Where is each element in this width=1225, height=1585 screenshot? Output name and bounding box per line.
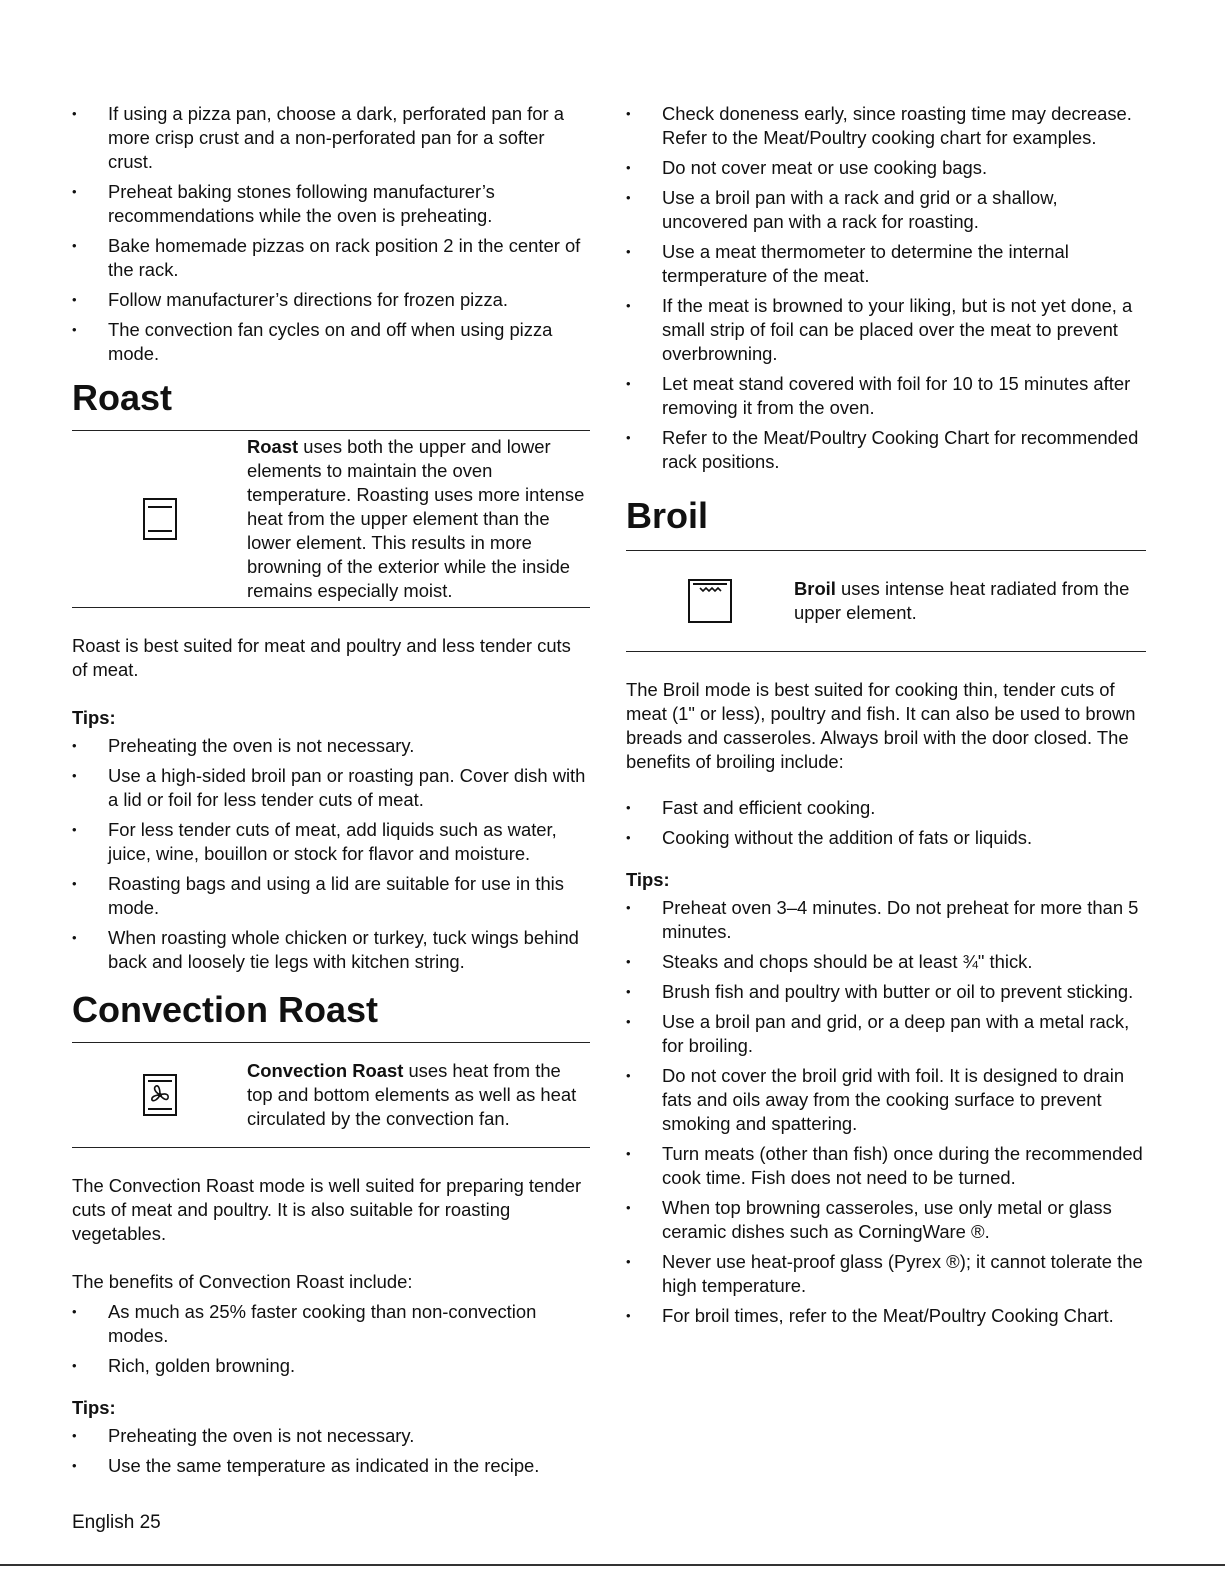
list-item: • Use the same temperature as indicated in the recipe. [72,1454,590,1478]
list-item: • Use a high-sided broil pan or roasting pan. Cover dish with a lid or foil for less tender cuts of meat. [72,764,590,812]
broil-tips-list [626,896,1146,1328]
convection-roast-mode-box [72,1042,590,1148]
list-item: • Check doneness early, since roasting time may decrease. Refer to the Meat/Poultry cooking chart for examples. [626,102,1146,150]
broil-mode-text: uses intense heat radiated from the upper element. [794,578,1130,623]
roast-mode-name: Roast [247,436,299,457]
broil-icon-cell [626,579,794,623]
list-item: • If using a pizza pan, choose a dark, perforated pan for a more crisp crust and a non-perforated pan for a softer crust. [72,102,590,174]
roast-mode-icon [143,498,177,540]
broil-benefits-list [626,796,1146,850]
list-item: • Use a broil pan with a rack and grid or a shallow, uncovered pan with a rack for roasting. [626,186,1146,234]
broil-paragraph: The Broil mode is best suited for cooking thin, tender cuts of meat (1" or less), poultry and fish. It can also be used to brown breads and casseroles. Always broil with the door closed. The benefits of broiling include: [626,679,1136,772]
list-item: • When top browning casseroles, use only metal or glass ceramic dishes such as CorningWare ®. [626,1196,1146,1244]
broil-mode-box [626,550,1146,652]
convection-roast-mode-name: Convection Roast [247,1060,404,1081]
list-item: • Roasting bags and using a lid are suitable for use in this mode. [72,872,590,920]
list-item: • Cooking without the addition of fats or liquids. [626,826,1146,850]
roast-icon-cell [72,498,247,540]
list-item: • Never use heat-proof glass (Pyrex ®); it cannot tolerate the high temperature. [626,1250,1146,1298]
list-item: • Steaks and chops should be at least ¾" thick. [626,950,1146,974]
list-item: • Rich, golden browning. [72,1354,590,1378]
convection-roast-benefits-intro: The benefits of Convection Roast include: [72,1271,413,1292]
broil-heading: Broil [626,495,709,536]
bottom-divider [0,1564,1225,1566]
broil-mode-icon [688,579,732,623]
broil-tips-label: Tips: [626,869,670,890]
convection-roast-mode-text: uses heat from the top and bottom elements as well as heat circulated by the convection fan. [247,1060,577,1129]
convection-roast-benefits-list [72,1300,590,1378]
convection-roast-tips-label: Tips: [72,1397,116,1418]
roast-tips-continued-list [626,102,1146,474]
roast-heading: Roast [72,377,173,418]
convection-roast-mode-description [247,1059,590,1131]
convection-roast-paragraph: The Convection Roast mode is well suited for preparing tender cuts of meat and poultry. It is also suitable for roasting vegetables. [72,1175,582,1244]
list-item: • Fast and efficient cooking. [626,796,1146,820]
page-footer: English 25 [72,1512,161,1533]
list-item: • Preheating the oven is not necessary. [72,1424,590,1448]
pizza-tips-list [72,102,590,366]
list-item: • Turn meats (other than fish) once during the recommended cook time. Fish does not need to be turned. [626,1142,1146,1190]
right-column [626,102,1146,1334]
list-item: • Use a broil pan and grid, or a deep pan with a metal rack, for broiling. [626,1010,1146,1058]
roast-mode-description [247,435,590,603]
list-item: • Preheat baking stones following manufacturer’s recommendations while the oven is preheating. [72,180,590,228]
list-item: • Do not cover the broil grid with foil. It is designed to drain fats and oils away from the cooking surface to prevent smoking and spattering. [626,1064,1146,1136]
list-item: • Bake homemade pizzas on rack position 2 in the center of the rack. [72,234,590,282]
list-item: • The convection fan cycles on and off when using pizza mode. [72,318,590,366]
convection-roast-heading: Convection Roast [72,989,379,1030]
roast-paragraph: Roast is best suited for meat and poultry and less tender cuts of meat. [72,635,571,680]
list-item: • When roasting whole chicken or turkey, tuck wings behind back and loosely tie legs with kitchen string. [72,926,590,974]
broil-mode-description [794,577,1146,625]
list-item: • Preheat oven 3–4 minutes. Do not preheat for more than 5 minutes. [626,896,1146,944]
roast-mode-text: uses both the upper and lower elements to maintain the oven temperature. Roasting uses more intense heat from the upper element than the lower element. This results in more browning of the exterior while the inside remains especially moist. [247,436,585,601]
convection-roast-mode-icon [143,1074,177,1116]
broil-mode-name: Broil [794,578,836,599]
roast-tips-list [72,734,590,974]
list-item: • If the meat is browned to your liking, but is not yet done, a small strip of foil can be placed over the meat to prevent overbrowning. [626,294,1146,366]
list-item: • Use a meat thermometer to determine the internal termperature of the meat. [626,240,1146,288]
list-item: • As much as 25% faster cooking than non-convection modes. [72,1300,590,1348]
list-item: • Let meat stand covered with foil for 10 to 15 minutes after removing it from the oven. [626,372,1146,420]
roast-tips-label: Tips: [72,707,116,728]
list-item: • For broil times, refer to the Meat/Poultry Cooking Chart. [626,1304,1146,1328]
list-item: • Brush fish and poultry with butter or oil to prevent sticking. [626,980,1146,1004]
list-item: • Do not cover meat or use cooking bags. [626,156,1146,180]
list-item: • For less tender cuts of meat, add liquids such as water, juice, wine, bouillon or stock for flavor and moisture. [72,818,590,866]
list-item: • Follow manufacturer’s directions for frozen pizza. [72,288,590,312]
list-item: • Preheating the oven is not necessary. [72,734,590,758]
list-item: • Refer to the Meat/Poultry Cooking Chart for recommended rack positions. [626,426,1146,474]
convection-roast-icon-cell [72,1074,247,1116]
left-column [72,102,590,1484]
roast-mode-box [72,430,590,608]
convection-roast-tips-list [72,1424,590,1478]
